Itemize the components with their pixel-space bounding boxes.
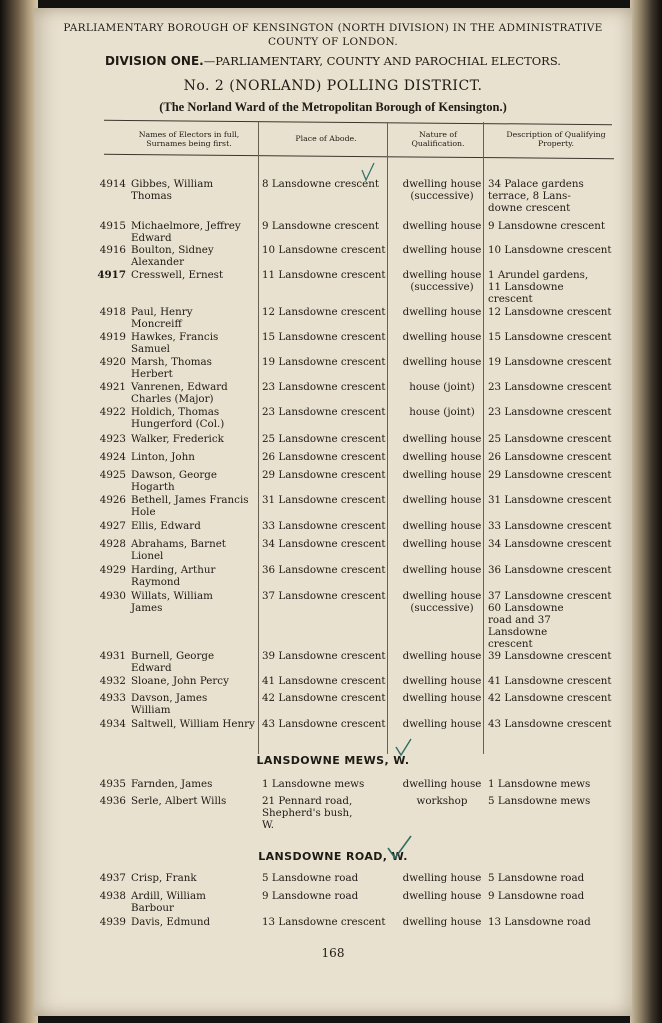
qualification: dwelling house: [402, 433, 482, 445]
qualification: dwelling house: [402, 718, 482, 730]
elector-number: 4914: [99, 178, 126, 190]
elector-name: Harding, Arthur Raymond: [131, 564, 216, 588]
qualifying-property: 12 Lansdowne crescent: [488, 306, 612, 318]
elector-number: 4917: [97, 269, 126, 281]
col-head-property-text: Description of Qualifying Property.: [506, 130, 606, 148]
place-of-abode: 11 Lansdowne crescent: [262, 269, 386, 281]
qualification: house (joint): [409, 381, 475, 393]
place-of-abode: 19 Lansdowne crescent: [262, 356, 386, 368]
elector-name: Ardill, William Barbour: [131, 890, 206, 914]
elector-name: Marsh, Thomas Herbert: [131, 356, 212, 380]
col-head-names: [114, 130, 264, 148]
elector-name: Willats, William James: [131, 590, 213, 614]
handwritten-tick-icon: [394, 737, 414, 759]
elector-number: 4920: [99, 356, 126, 368]
place-of-abode: 10 Lansdowne crescent: [262, 244, 386, 256]
elector-number: 4916: [99, 244, 126, 256]
place-of-abode: 26 Lansdowne crescent: [262, 451, 386, 463]
qualification: dwelling house: [402, 778, 482, 790]
qualification: workshop: [416, 795, 468, 807]
elector-number: 4932: [99, 675, 126, 687]
place-of-abode: 36 Lansdowne crescent: [262, 564, 386, 576]
qualifying-property: 34 Lansdowne crescent: [488, 538, 612, 550]
elector-name: Davson, James William: [131, 692, 208, 716]
place-of-abode: 41 Lansdowne crescent: [262, 675, 386, 687]
qualification: dwelling house: [402, 469, 482, 481]
qualification: dwelling house: [402, 872, 482, 884]
qualifying-property: 5 Lansdowne mews: [488, 795, 591, 807]
elector-name: Boulton, Sidney Alexander: [131, 244, 214, 268]
place-of-abode: 5 Lansdowne road: [262, 872, 359, 884]
qualifying-property: 1 Arundel gardens, 11 Lansdowne crescent: [488, 269, 589, 305]
qualifying-property: 26 Lansdowne crescent: [488, 451, 612, 463]
elector-number: 4926: [99, 494, 126, 506]
elector-number: 4924: [99, 451, 126, 463]
qualification: dwelling house: [402, 520, 482, 532]
elector-number: 4936: [99, 795, 126, 807]
qualifying-property: 33 Lansdowne crescent: [488, 520, 612, 532]
qualifying-property: 9 Lansdowne road: [488, 890, 585, 902]
col-head-abode-text: Place of Abode.: [295, 134, 357, 143]
qualification: dwelling house: [402, 692, 482, 704]
place-of-abode: 43 Lansdowne crescent: [262, 718, 386, 730]
col-head-nature-text: Nature of Qualification.: [411, 130, 465, 148]
elector-name: Saltwell, William Henry: [131, 718, 255, 730]
qualifying-property: 41 Lansdowne crescent: [488, 675, 612, 687]
elector-number: 4933: [99, 692, 126, 704]
place-of-abode: 29 Lansdowne crescent: [262, 469, 386, 481]
table-header-rule: [104, 154, 614, 159]
place-of-abode: 37 Lansdowne crescent: [262, 590, 386, 602]
qualifying-property: 31 Lansdowne crescent: [488, 494, 612, 506]
col-head-property: [486, 130, 626, 148]
qualification: dwelling house: [402, 564, 482, 576]
elector-number: 4937: [99, 872, 126, 884]
qualifying-property: 9 Lansdowne crescent: [488, 220, 606, 232]
qualification: dwelling house: [402, 356, 482, 368]
qualification: dwelling house: [402, 451, 482, 463]
header-line-1: PARLIAMENTARY BOROUGH OF KENSINGTON (NORTH DIVISION) IN THE ADMINISTRATIVE: [63, 22, 603, 34]
elector-name: Abrahams, Barnet Lionel: [131, 538, 226, 562]
elector-name: Cresswell, Ernest: [131, 269, 224, 281]
place-of-abode: 12 Lansdowne crescent: [262, 306, 386, 318]
elector-name: Holdich, Thomas Hungerford (Col.): [131, 406, 225, 430]
place-of-abode: 13 Lansdowne crescent: [262, 916, 386, 928]
place-of-abode: 9 Lansdowne crescent: [262, 220, 380, 232]
handwritten-tick-icon: [360, 162, 376, 184]
elector-number: 4935: [99, 778, 126, 790]
page-number: 168: [321, 946, 345, 960]
elector-number: 4930: [99, 590, 126, 602]
elector-number: 4928: [99, 538, 126, 550]
elector-name: Linton, John: [131, 451, 195, 463]
place-of-abode: 23 Lansdowne crescent: [262, 406, 386, 418]
place-of-abode: 8 Lansdowne crescent: [262, 178, 380, 190]
qualification: dwelling house: [402, 306, 482, 318]
qualification: dwelling house: [402, 494, 482, 506]
qualifying-property: 29 Lansdowne crescent: [488, 469, 612, 481]
elector-number: 4915: [99, 220, 126, 232]
qualifying-property: 1 Lansdowne mews: [488, 778, 591, 790]
elector-name: Bethell, James Francis Hole: [131, 494, 249, 518]
elector-name: Dawson, George Hogarth: [131, 469, 217, 493]
qualification: dwelling house: [402, 538, 482, 550]
elector-number: 4918: [99, 306, 126, 318]
qualifying-property: 37 Lansdowne crescent 60 Lansdowne road and 37 Lansdowne crescent: [488, 590, 612, 650]
elector-name: Farnden, James: [131, 778, 213, 790]
col-head-nature: [390, 130, 486, 148]
elector-name: Sloane, John Percy: [131, 675, 229, 687]
elector-number: 4929: [99, 564, 126, 576]
qualification: house (joint): [409, 406, 475, 418]
elector-number: 4919: [99, 331, 126, 343]
elector-number: 4925: [99, 469, 126, 481]
elector-name: Walker, Frederick: [131, 433, 224, 445]
book-page-edge-left: [0, 0, 38, 1023]
place-of-abode: 23 Lansdowne crescent: [262, 381, 386, 393]
elector-name: Hawkes, Francis Samuel: [131, 331, 219, 355]
qualification: dwelling house (successive): [402, 590, 482, 614]
qualification: dwelling house: [402, 916, 482, 928]
elector-name: Davis, Edmund: [131, 916, 211, 928]
place-of-abode: 31 Lansdowne crescent: [262, 494, 386, 506]
place-of-abode: 1 Lansdowne mews: [262, 778, 365, 790]
qualification: dwelling house: [402, 220, 482, 232]
section-heading-lansdowne-mews: LANSDOWNE MEWS, W.: [256, 754, 410, 767]
qualifying-property: 15 Lansdowne crescent: [488, 331, 612, 343]
elector-number: 4921: [99, 381, 126, 393]
elector-name: Michaelmore, Jeffrey Edward: [131, 220, 241, 244]
qualifying-property: 19 Lansdowne crescent: [488, 356, 612, 368]
place-of-abode: 42 Lansdowne crescent: [262, 692, 386, 704]
qualification: dwelling house: [402, 244, 482, 256]
qualification: dwelling house (successive): [402, 178, 482, 202]
elector-number: 4927: [99, 520, 126, 532]
qualifying-property: 39 Lansdowne crescent: [488, 650, 612, 662]
section-heading-lansdowne-road: LANSDOWNE ROAD, W.: [258, 850, 408, 863]
elector-name: Gibbes, William Thomas: [131, 178, 214, 202]
elector-number: 4938: [99, 890, 126, 902]
qualification: dwelling house (successive): [402, 269, 482, 293]
place-of-abode: 33 Lansdowne crescent: [262, 520, 386, 532]
polling-district-heading: No. 2 (NORLAND) POLLING DISTRICT.: [183, 78, 483, 94]
qualifying-property: 43 Lansdowne crescent: [488, 718, 612, 730]
qualifying-property: 42 Lansdowne crescent: [488, 692, 612, 704]
col-head-abode: [262, 134, 390, 143]
qualification: dwelling house: [402, 650, 482, 662]
elector-name: Ellis, Edward: [131, 520, 201, 532]
book-page-edge-right: [630, 0, 662, 1023]
place-of-abode: 25 Lansdowne crescent: [262, 433, 386, 445]
header-line-2: COUNTY OF LONDON.: [268, 36, 398, 48]
qualifying-property: 13 Lansdowne road: [488, 916, 591, 928]
ward-heading: (The Norland Ward of the Metropolitan Borough of Kensington.): [159, 100, 507, 114]
elector-number: 4922: [99, 406, 126, 418]
qualifying-property: 36 Lansdowne crescent: [488, 564, 612, 576]
elector-name: Vanrenen, Edward Charles (Major): [131, 381, 228, 405]
division-subtitle: —PARLIAMENTARY, COUNTY AND PAROCHIAL ELECTORS.: [203, 54, 561, 68]
qualification: dwelling house: [402, 331, 482, 343]
qualifying-property: 25 Lansdowne crescent: [488, 433, 612, 445]
elector-number: 4923: [99, 433, 126, 445]
qualifying-property: 23 Lansdowne crescent: [488, 406, 612, 418]
qualifying-property: 23 Lansdowne crescent: [488, 381, 612, 393]
col-head-names-text: Names of Electors in full, Surnames being first.: [138, 130, 240, 148]
division-title: DIVISION ONE.: [105, 54, 204, 68]
register-page: [34, 8, 632, 1016]
place-of-abode: 34 Lansdowne crescent: [262, 538, 386, 550]
qualifying-property: 5 Lansdowne road: [488, 872, 585, 884]
qualifying-property: 10 Lansdowne crescent: [488, 244, 612, 256]
table-top-rule: [104, 120, 612, 125]
place-of-abode: 15 Lansdowne crescent: [262, 331, 386, 343]
elector-name: Serle, Albert Wills: [131, 795, 227, 807]
elector-name: Paul, Henry Moncreiff: [131, 306, 193, 330]
qualifying-property: 34 Palace gardens terrace, 8 Lans- downe crescent: [488, 178, 584, 214]
place-of-abode: 39 Lansdowne crescent: [262, 650, 386, 662]
elector-name: Burnell, George Edward: [131, 650, 215, 674]
qualification: dwelling house: [402, 890, 482, 902]
elector-name: Crisp, Frank: [131, 872, 197, 884]
place-of-abode: 9 Lansdowne road: [262, 890, 359, 902]
elector-number: 4934: [99, 718, 126, 730]
handwritten-tick-icon: [386, 834, 414, 862]
place-of-abode: 21 Pennard road, Shepherd's bush, W.: [262, 795, 353, 831]
elector-number: 4939: [99, 916, 126, 928]
division-heading: [34, 54, 632, 68]
qualification: dwelling house: [402, 675, 482, 687]
elector-number: 4931: [99, 650, 126, 662]
